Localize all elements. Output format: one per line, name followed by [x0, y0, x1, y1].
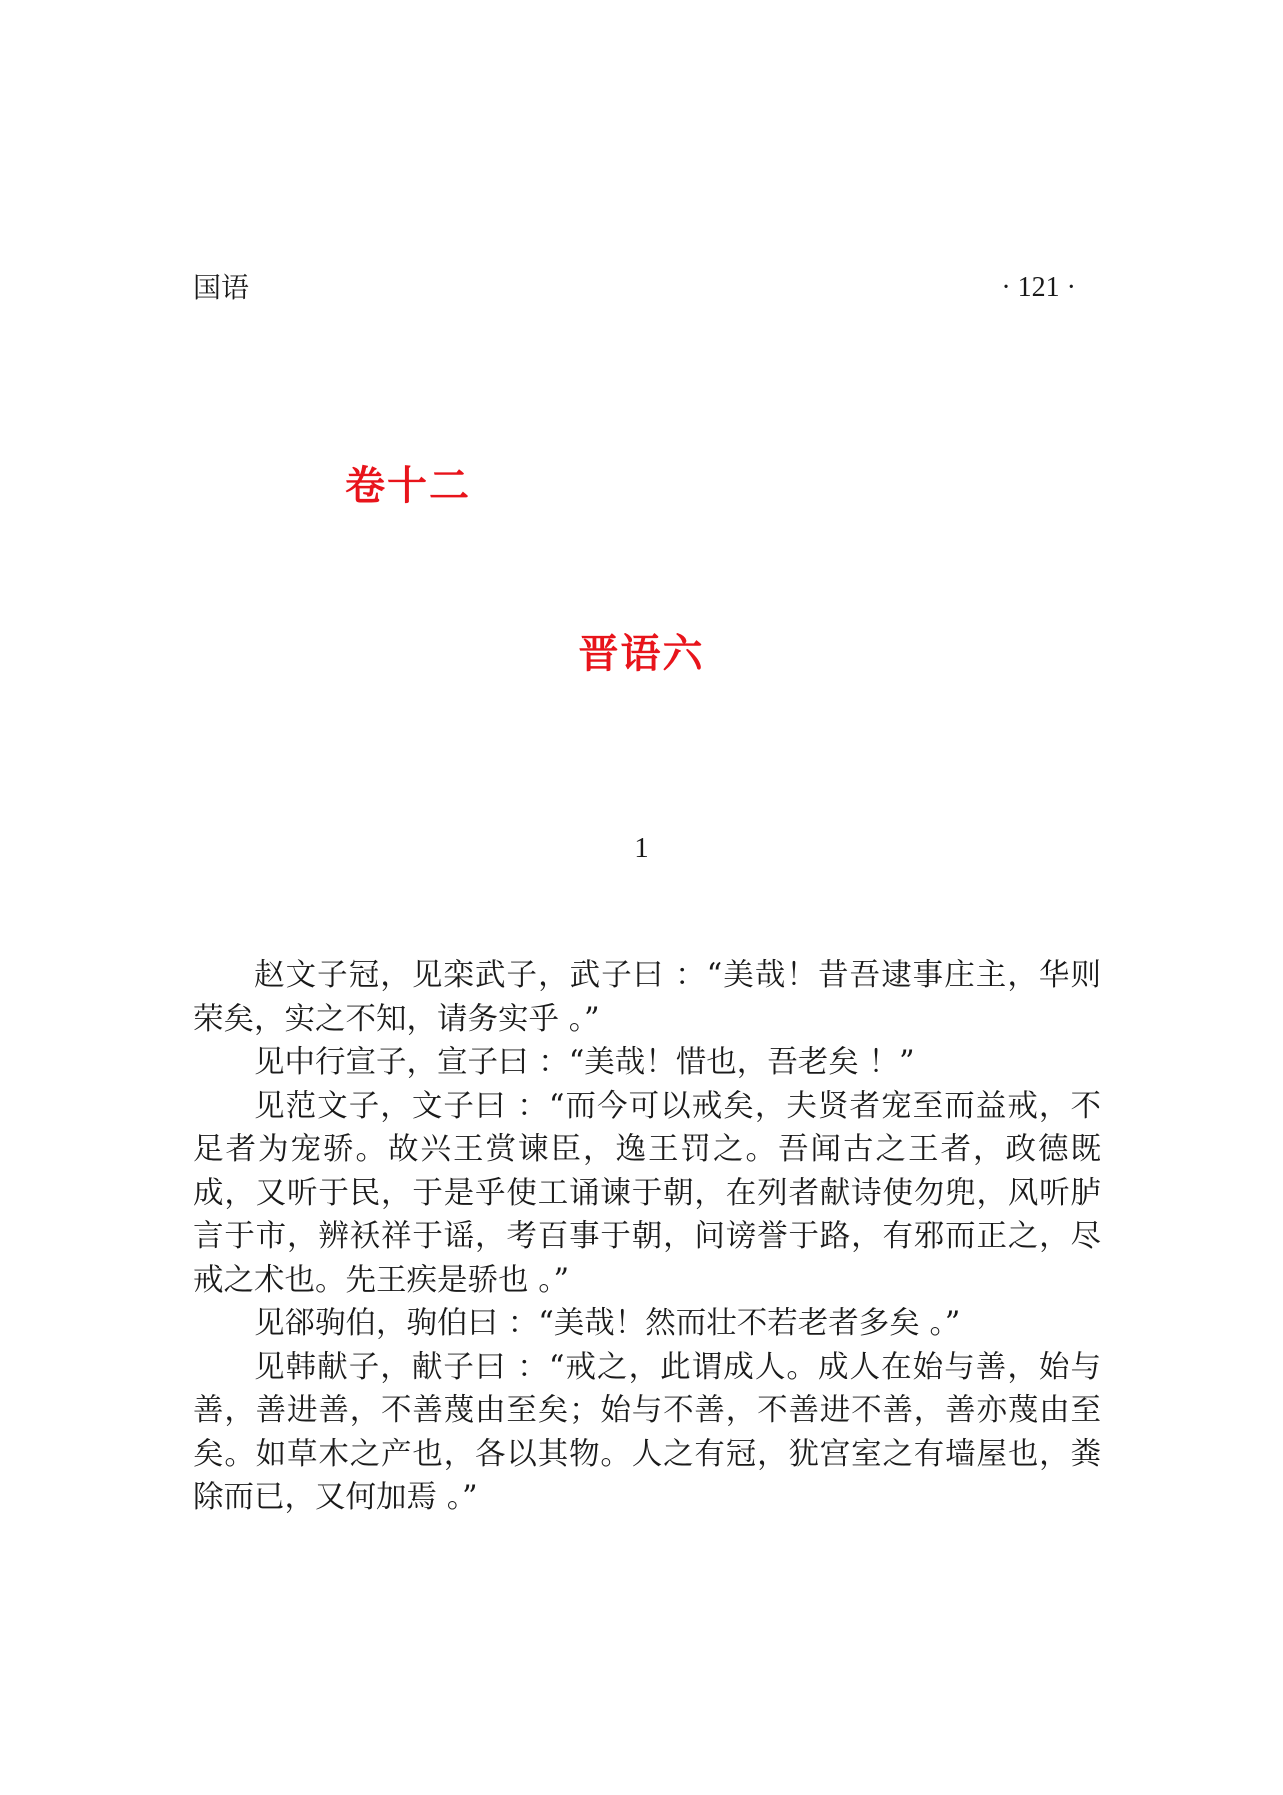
body-text: [193, 954, 1101, 1520]
page-number: · 121 ·: [1001, 272, 1076, 303]
paragraph: 见范文子，文子曰 ：“而今可以戒矣，夫贤者宠至而益戒，不足者为宠骄。故兴王赏谏臣，逸王罚之。吾闻古之王者，政德既成，又听于民，于是乎使工诵谏于朝，在列者献诗使勿兜，风听胪言于市，辨袄祥于谣，考百事于朝，问谤誉于路，有邪而正之，尽戒之术也。先王疾是骄也 。”: [193, 1088, 1101, 1298]
running-header: [193, 268, 1076, 308]
paragraph: 赵文子冠，见栾武子，武子曰 ：“美哉！昔吾逮事庄主，华则荣矣，实之不知，请务实乎 。”: [193, 958, 1101, 1037]
paragraph: 见韩献子，献子曰 ：“戒之，此谓成人。成人在始与善，始与善，善进善，不善蔑由至矣；始与不善，不善进不善，善亦蔑由至矣。如草木之产也，各以其物。人之有冠，犹宫室之有墙屋也，粪除而已，又何加焉 。”: [193, 1349, 1101, 1515]
chapter-title: 晋语六: [578, 631, 705, 677]
paragraph: 见中行宣子，宣子曰 ：“美哉！惜也，吾老矣 ！”: [254, 1045, 915, 1080]
running-title: 国语: [193, 271, 250, 304]
volume-title: 卷十二: [345, 463, 471, 509]
section-number: 1: [634, 832, 649, 864]
paragraph: 见郤驹伯，驹伯曰 ：“美哉！然而壮不若老者多矣 。”: [254, 1306, 961, 1341]
